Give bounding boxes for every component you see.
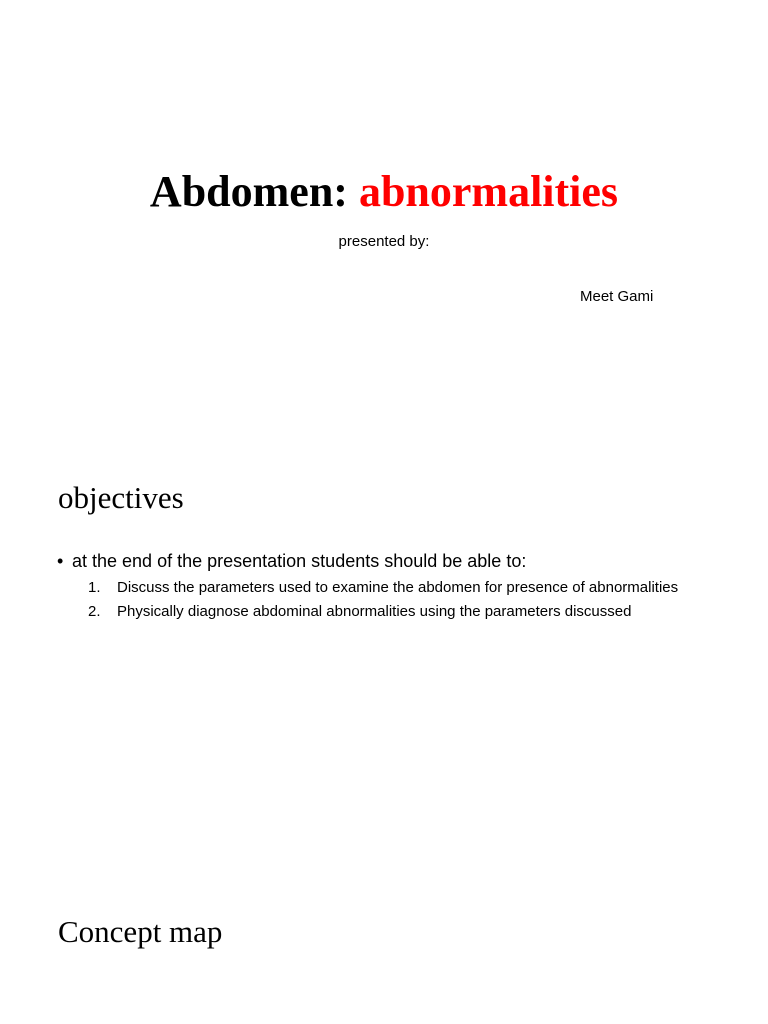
concept-map-heading: Concept map: [58, 914, 223, 949]
bullet-text: at the end of the presentation students should be able to:: [72, 551, 527, 571]
title-main-text: Abdomen:: [149, 167, 348, 216]
list-item: [88, 601, 688, 622]
list-item-text: Physically diagnose abdominal abnormalities using the parameters discussed: [117, 603, 632, 620]
list-item-text: Discuss the parameters used to examine the abdomen for presence of abnormalities: [117, 579, 679, 596]
objectives-heading: objectives: [58, 480, 184, 515]
title-accent-text: abnormalities: [358, 167, 619, 216]
presented-by-label: presented by:: [338, 233, 430, 250]
objectives-bullet: [57, 549, 526, 573]
list-item: [88, 577, 688, 598]
objectives-slide: [0, 460, 768, 690]
title-slide: [0, 0, 768, 340]
list-item-number: 2.: [88, 603, 101, 620]
slide-title: [0, 164, 768, 220]
list-item-number: 1.: [88, 579, 101, 596]
concept-map-slide: [0, 890, 768, 1024]
objectives-list: [88, 577, 688, 625]
author-name: Meet Gami: [580, 288, 654, 305]
bullet-icon: •: [57, 551, 64, 571]
